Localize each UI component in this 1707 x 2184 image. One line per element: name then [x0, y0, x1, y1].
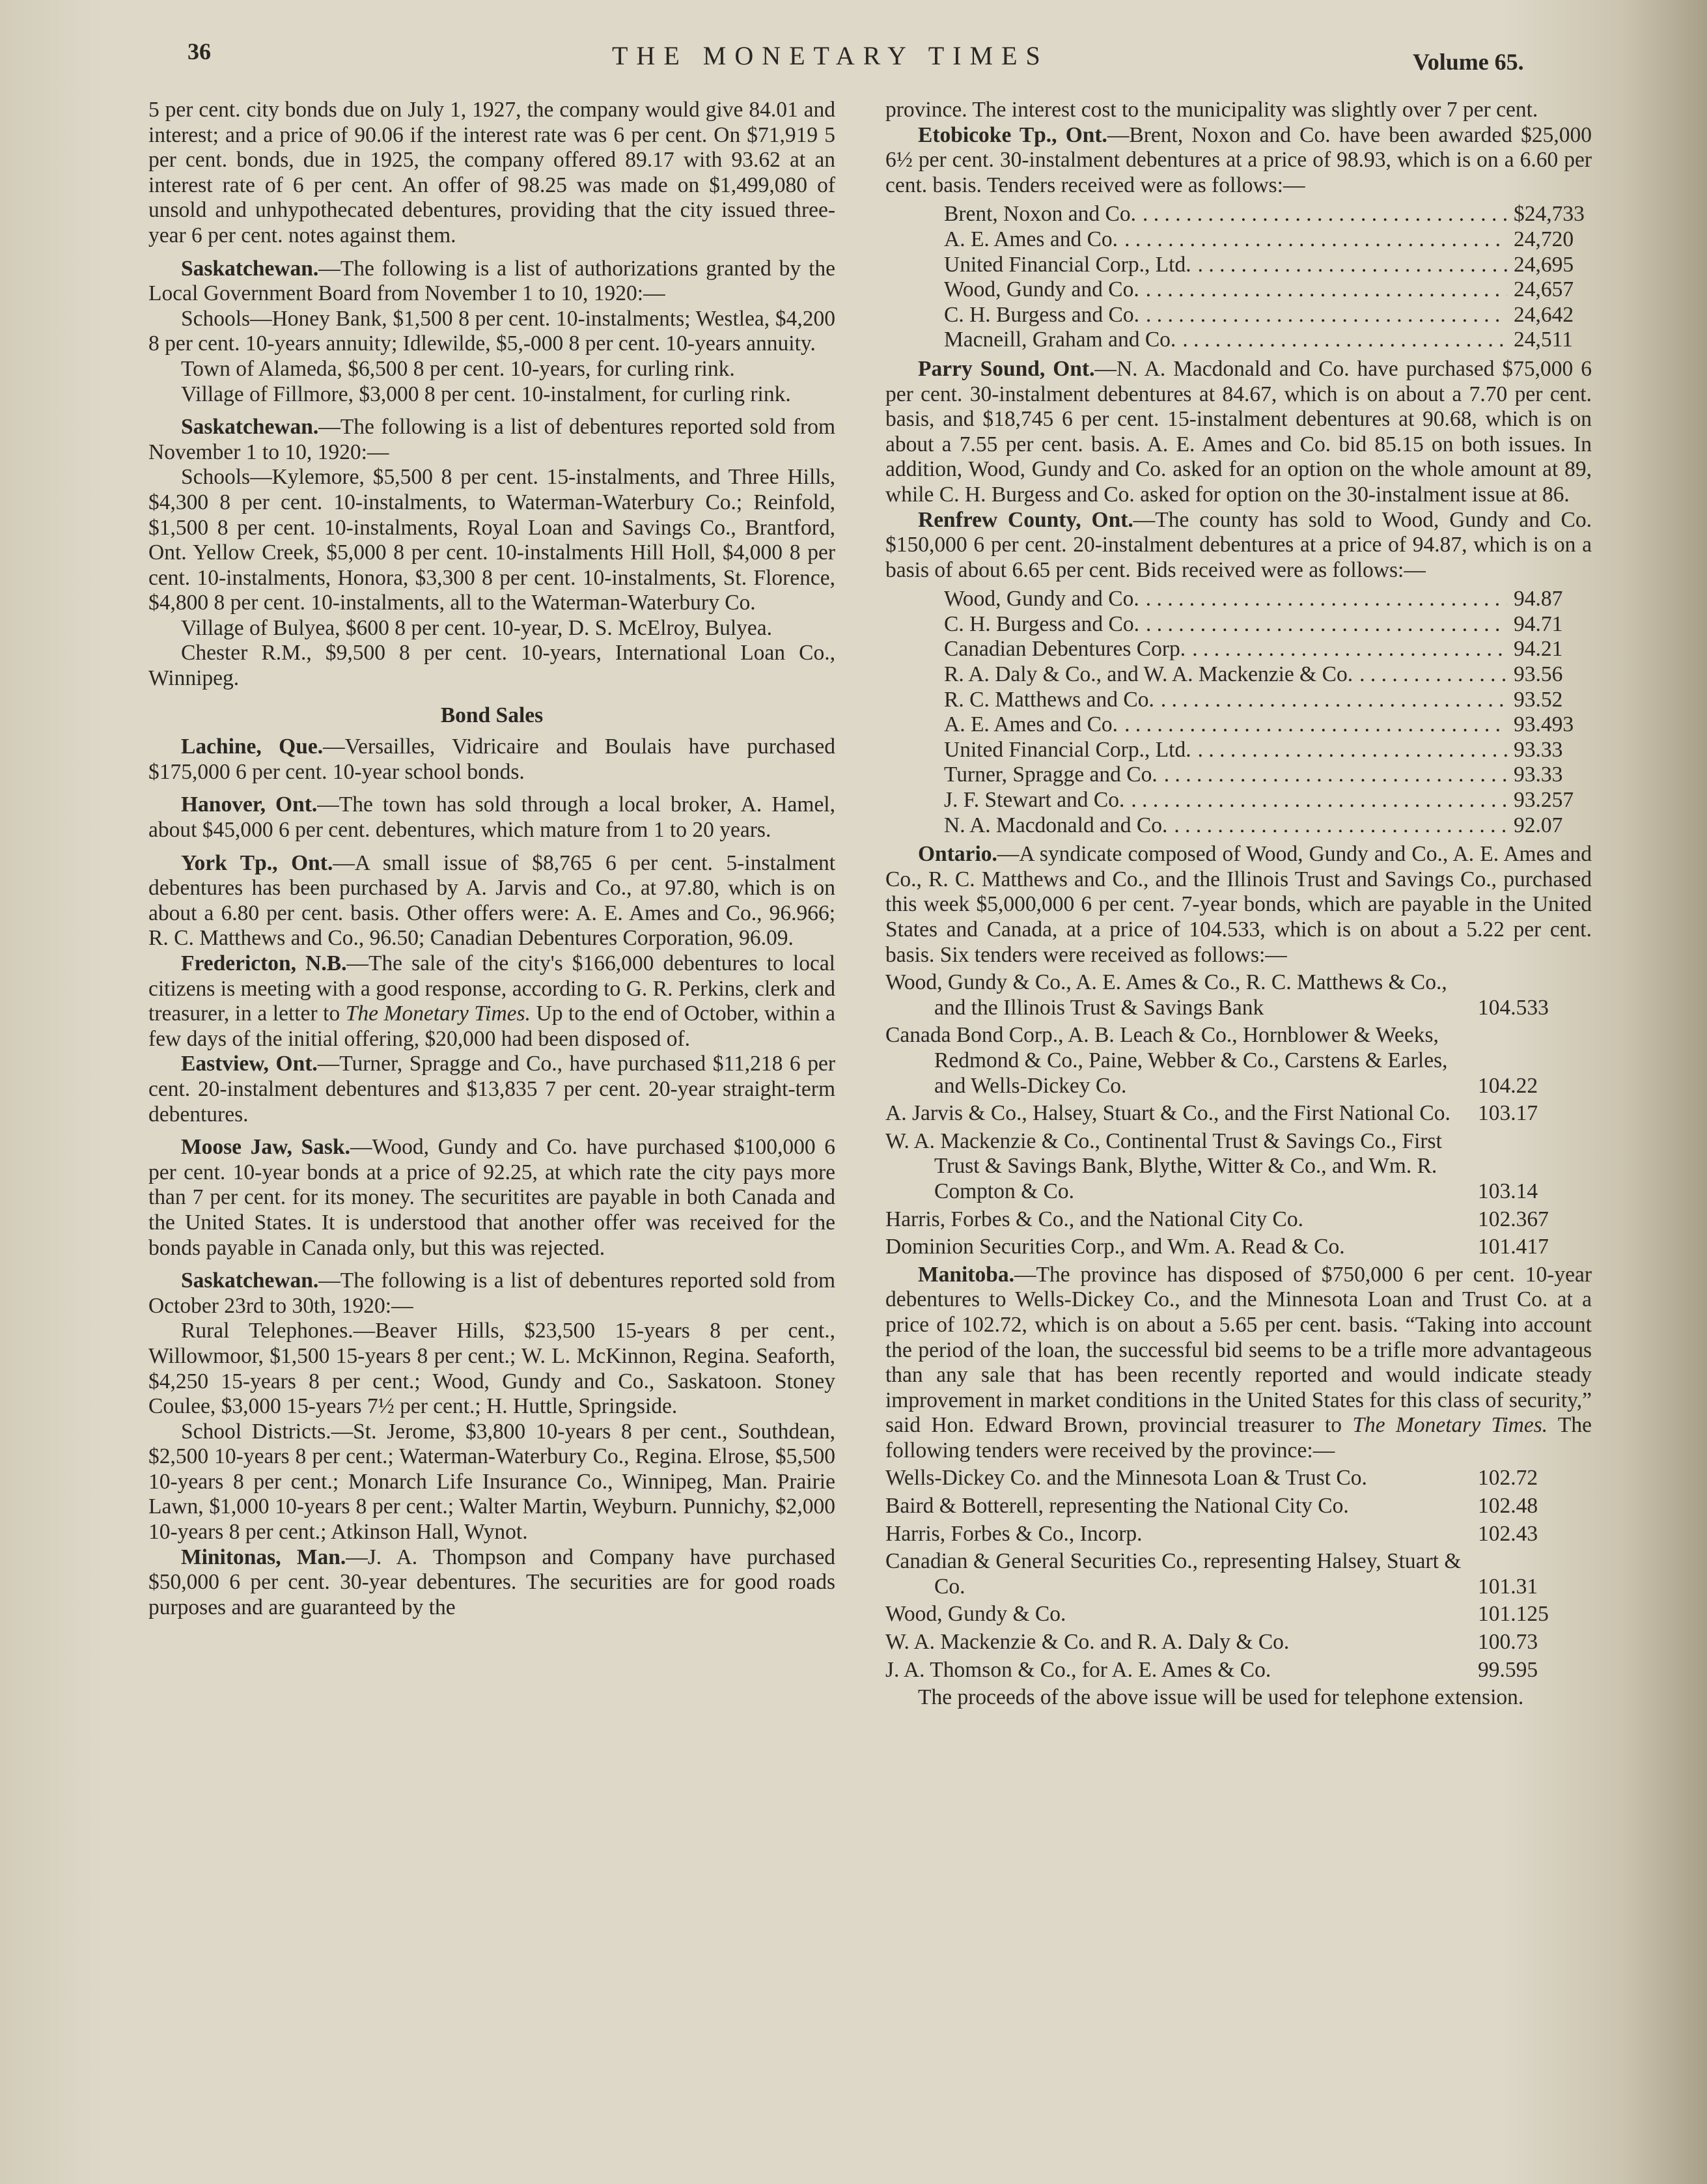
tender-name: Harris, Forbes & Co., and the National City Co.	[885, 1207, 1304, 1231]
tender-value: 102.48	[1478, 1494, 1538, 1519]
item-text: —The following is a list of authorizations granted by the Local Government Board from November 1 to 10, 1920:—	[148, 256, 835, 306]
tender-value: 93.56	[1514, 662, 1563, 687]
tender-name: Wood, Gundy and Co.	[944, 277, 1139, 302]
tender-value: 102.43	[1478, 1521, 1538, 1546]
tender-name: J. F. Stewart and Co.	[944, 788, 1125, 813]
minitonas-item	[148, 1545, 835, 1621]
ontario-tenders-table	[885, 970, 1592, 1260]
tender-value: 93.33	[1514, 737, 1563, 762]
moose-jaw-item	[148, 1135, 835, 1261]
dot-leader	[1164, 763, 1507, 788]
item-text: —Versailles, Vidricaire and Boulais have purchased $175,000 6 per cent. 10-year school bonds.	[148, 735, 835, 784]
dot-leader	[1131, 788, 1507, 813]
item-heading: Fredericton, N.B.	[181, 951, 347, 975]
tender-value: 101.417	[1478, 1235, 1549, 1259]
tender-row	[944, 637, 1585, 662]
item-text: —J. A. Thompson and Company have purchased $50,000 6 per cent. 30-year debentures. The securities are for good roads purposes and are guaranteed by the	[148, 1545, 835, 1619]
right-column	[885, 98, 1592, 1711]
tender-name: Wood, Gundy & Co., A. E. Ames & Co., R. C. Matthews & Co., and the Illinois Trust & Savings Bank	[885, 970, 1447, 1020]
tender-row	[944, 688, 1585, 713]
tender-value: 103.14	[1478, 1179, 1538, 1203]
tender-name: Baird & Botterell, representing the National City Co.	[885, 1494, 1349, 1519]
tender-name: Dominion Securities Corp., and Wm. A. Read & Co.	[885, 1235, 1345, 1259]
item-text: —Brent, Noxon and Co. have been awarded $25,000 6½ per cent. 30-instalment debentures at a price of 98.93, which is on a 6.60 per cent. basis. Tenders received were as follows:—	[885, 122, 1592, 197]
dot-leader	[1198, 253, 1507, 278]
dot-leader	[1359, 662, 1507, 688]
tender-name: A. Jarvis & Co., Halsey, Stuart & Co., and the First National Co.	[885, 1101, 1450, 1126]
item-text: —A syndicate composed of Wood, Gundy and Co., A. E. Ames and Co., R. C. Matthews and Co., and the Illinois Trust and Savings Co., purchased this week $5,000,000 6 per cent. 7-year bonds, which are payable in the United States and Canada, at a price of 104.533, which is on about a 5.22 per cent. basis. Six tenders were received as follows:—	[885, 842, 1592, 967]
tender-row	[944, 202, 1585, 227]
tender-row	[885, 1129, 1592, 1205]
item-text: —The following is a list of debentures reported sold from November 1 to 10, 1920:—	[148, 415, 835, 464]
tender-row	[944, 277, 1585, 303]
item-text: —A small issue of $8,765 6 per cent. 5-instalment debentures has been purchased by A. Jarvis and Co., at 97.80, which is on about a 6.80 per cent. basis. Other offers were: A. E. Ames and Co., 96.966; R. C. Matthews and Co., 96.50; Canadian Debentures Corporation, 96.09.	[148, 850, 835, 951]
lachine-item	[148, 735, 835, 785]
tender-row	[885, 1658, 1592, 1683]
tender-name: United Financial Corp., Ltd.	[944, 252, 1191, 277]
item-heading: Moose Jaw, Sask.	[181, 1135, 350, 1160]
tender-name: Harris, Forbes & Co., Incorp.	[885, 1521, 1143, 1546]
item-heading: Minitonas, Man.	[181, 1545, 346, 1569]
tender-name: Brent, Noxon and Co.	[944, 202, 1136, 227]
item-text: —N. A. Macdonald and Co. have purchased $75,000 6 per cent. 30-instalment debentures at 84.67, which is on about a 7.70 per cent. basis, and $18,745 6 per cent. 15-instalment debentures at 90.68, which is on about a 7.55 per cent. basis. A. E. Ames and Co. bid 85.15 on both issues. In addition, Wood, Gundy and Co. asked for an option on the whole amount at 89, while C. H. Burgess and Co. asked for option on the 30-instalment issue at 86.	[885, 356, 1592, 507]
item-text: Up to the end of October, within a few days of the initial offering, $20,000 had been disposed of.	[148, 1001, 835, 1051]
item-text: —Wood, Gundy and Co. have purchased $100,000 6 per cent. 10-year bonds at a price of 92.25, at which rate the city pays more than 7 per cent. for its money. The securitites are payable in both Canada and the United States. It is understood that another offer was received for the bonds payable in Canada only, but this was rejected.	[148, 1135, 835, 1260]
item-heading: Eastview, Ont.	[181, 1052, 318, 1076]
tender-name: R. A. Daly & Co., and W. A. Mackenzie & Co.	[944, 662, 1353, 687]
dot-leader	[1146, 277, 1507, 303]
ontario-item	[885, 842, 1592, 968]
tender-name: C. H. Burgess and Co.	[944, 611, 1139, 636]
list-item: Town of Alameda, $6,500 8 per cent. 10-years, for curling rink.	[181, 356, 735, 381]
publication-title: The Monetary Times.	[345, 1001, 531, 1026]
dot-leader	[1124, 227, 1507, 253]
tender-row	[885, 1602, 1592, 1627]
saskatchewan-october-item	[148, 1268, 835, 1319]
tender-value: 94.87	[1514, 587, 1563, 611]
tender-row	[944, 763, 1585, 788]
page-header	[0, 29, 1707, 81]
tender-name: J. A. Thomson & Co., for A. E. Ames & Co.	[885, 1657, 1271, 1682]
tender-name: Canadian & General Securities Co., representing Halsey, Stuart & Co.	[885, 1549, 1462, 1599]
dot-leader	[1146, 303, 1507, 328]
renfrew-item	[885, 508, 1592, 583]
tender-name: A. E. Ames and Co.	[944, 712, 1118, 737]
tender-value: 101.31	[1478, 1574, 1538, 1599]
tender-value: 24,657	[1514, 277, 1574, 302]
tender-name: W. A. Mackenzie & Co. and R. A. Daly & Co.	[885, 1630, 1290, 1655]
tender-row	[885, 1522, 1592, 1547]
hanover-item	[148, 792, 835, 843]
dot-leader	[1161, 688, 1507, 713]
item-text: —The province has disposed of $750,000 6 per cent. 10-year debentures to Wells-Dickey Co., and the Minnesota Loan and Trust Co. at a price of 102.72, which is on about a 5.65 per cent. basis. “Taking into account the period of the loan, the successful bid seems to be a trifle more advantageous than any sale that has been recently reported and would indicate steady improvement in market conditions in the United States for this class of security,” said Hon. Edward Brown, provincial treasurer to	[885, 1262, 1592, 1438]
list-item: Village of Bulyea, $600 8 per cent. 10-year, D. S. McElroy, Bulyea.	[181, 615, 773, 640]
tender-row	[885, 1235, 1592, 1260]
list-item: Chester R.M., $9,500 8 per cent. 10-years, International Loan Co., Winnipeg.	[148, 641, 835, 691]
etobicoke-tenders-table	[944, 202, 1585, 353]
dot-leader	[1146, 587, 1507, 612]
tender-name: Wood, Gundy & Co.	[885, 1602, 1066, 1627]
dot-leader	[1146, 612, 1507, 637]
list-item: Schools—Honey Bank, $1,500 8 per cent. 10-instalments; Westlea, $4,200 8 per cent. 10-years annuity; Idlewilde, $5,-000 8 per cent. 10-years annuity.	[148, 306, 835, 356]
tender-name: Wells-Dickey Co. and the Minnesota Loan & Trust Co.	[885, 1466, 1367, 1491]
tender-value: 103.17	[1478, 1101, 1538, 1126]
tender-value: 104.22	[1478, 1073, 1538, 1098]
tender-value: 24,720	[1514, 227, 1574, 251]
dot-leader	[1143, 202, 1507, 227]
running-title: THE MONETARY TIMES	[612, 41, 1049, 70]
tender-value: 93.257	[1514, 788, 1574, 813]
tender-value: 99.595	[1478, 1657, 1538, 1682]
list-item: Rural Telephones.—Beaver Hills, $23,500 15-years 8 per cent., Willowmoor, $1,500 15-years 8 per cent.; W. L. McKinnon, Regina. Seaforth, $4,250 15-years 8 per cent.; Wood, Gundy and Co., Saskatoon. Stoney Coulee, $3,000 15-years 7½ per cent.; H. Huttle, Springside.	[148, 1319, 835, 1419]
page-number: 36	[187, 38, 211, 64]
item-heading: Renfrew County, Ont.	[918, 507, 1133, 532]
dot-leader	[1174, 813, 1507, 839]
item-heading: Manitoba.	[918, 1262, 1014, 1287]
tender-value: $24,733	[1514, 202, 1585, 227]
tender-name: Macneill, Graham and Co.	[944, 328, 1176, 352]
item-text: —The following is a list of debentures reported sold from October 23rd to 30th, 1920:—	[148, 1268, 835, 1318]
item-text: —The town has sold through a local broker, A. Hamel, about $45,000 6 per cent. debentures, which mature from 1 to 20 years.	[148, 792, 835, 843]
tender-row	[944, 587, 1585, 612]
manitoba-tenders-table	[885, 1466, 1592, 1683]
tender-row	[944, 253, 1585, 278]
tender-value: 102.367	[1478, 1207, 1549, 1231]
tender-name: Canada Bond Corp., A. B. Leach & Co., Hornblower & Weeks, Redmond & Co., Paine, Webber & Co., Carstens & Earles, and Wells-Dickey Co.	[885, 1023, 1448, 1098]
tender-row	[885, 1494, 1592, 1519]
eastview-item	[148, 1052, 835, 1127]
york-item	[148, 851, 835, 951]
tender-name: United Financial Corp., Ltd.	[944, 737, 1191, 762]
item-text: The following tenders were received by the province:—	[885, 1413, 1592, 1463]
section-heading: Bond Sales	[440, 703, 544, 727]
tender-row	[885, 1023, 1592, 1099]
tender-row	[944, 328, 1585, 353]
dot-leader	[1198, 738, 1507, 763]
closing-paragraph: The proceeds of the above issue will be used for telephone extension.	[918, 1685, 1524, 1710]
list-item: Schools—Kylemore, $5,500 8 per cent. 15-instalments, and Three Hills, $4,300 8 per cent. 10-instalments, to Waterman-Waterbury Co.; Reinfold, $1,500 8 per cent. 10-instalments, Royal Loan and Savings Co., Brantford, Ont. Yellow Creek, $5,000 8 per cent. 10-instalments Hill Holl, $4,000 8 per cent. 10-instalments, Honora, $3,300 8 per cent. 10-instalments, St. Florence, $4,800 8 per cent. 10-instalments, all to the Waterman-Waterbury Co.	[148, 465, 835, 615]
item-text: —Turner, Spragge and Co., have purchased $11,218 6 per cent. 20-instalment debentures and $13,835 7 per cent. 20-year straight-term debentures.	[148, 1052, 835, 1127]
continued-paragraph: province. The interest cost to the municipality was slightly over 7 per cent.	[885, 98, 1538, 122]
tender-value: 93.52	[1514, 687, 1563, 712]
tender-name: Turner, Spragge and Co.	[944, 763, 1158, 787]
tender-row	[885, 1101, 1592, 1127]
tender-row	[944, 788, 1585, 813]
tender-row	[944, 813, 1585, 839]
continued-paragraph: 5 per cent. city bonds due on July 1, 1927, the company would give 84.01 and interest; and a price of 90.06 if the interest rate was 6 per cent. On $71,919 5 per cent. bonds, due in 1925, the company offered 89.17 with 93.62 at an interest rate of 6 per cent. An offer of 98.25 was made on $1,499,080 of unsold and unhypothecated debentures, providing that the city issued three-year 6 per cent. notes against them.	[148, 98, 835, 247]
item-heading: Etobicoke Tp., Ont.	[918, 122, 1107, 147]
tender-name: N. A. Macdonald and Co.	[944, 813, 1168, 837]
tender-value: 24,695	[1514, 252, 1574, 277]
publication-title: The Monetary Times.	[1352, 1413, 1548, 1438]
tender-row	[944, 612, 1585, 637]
item-heading: Ontario.	[918, 842, 997, 867]
tender-name: A. E. Ames and Co.	[944, 227, 1118, 251]
tender-value: 102.72	[1478, 1466, 1538, 1491]
tender-row	[944, 303, 1585, 328]
tender-row	[885, 1630, 1592, 1655]
tender-name: C. H. Burgess and Co.	[944, 302, 1139, 327]
tender-row	[885, 1549, 1592, 1599]
tender-value: 100.73	[1478, 1630, 1538, 1655]
item-heading: Saskatchewan.	[181, 256, 319, 281]
tender-row	[885, 1466, 1592, 1491]
etobicoke-item	[885, 123, 1592, 199]
tender-value: 101.125	[1478, 1602, 1549, 1627]
tender-value: 104.533	[1478, 995, 1549, 1020]
item-heading: Saskatchewan.	[181, 1268, 319, 1293]
fredericton-item	[148, 951, 835, 1052]
item-heading: Lachine, Que.	[181, 735, 324, 759]
parry-sound-item	[885, 357, 1592, 508]
tender-value: 24,642	[1514, 302, 1574, 327]
tender-row	[885, 970, 1592, 1020]
left-column	[148, 98, 835, 1620]
tender-row	[944, 712, 1585, 738]
tender-value: 94.21	[1514, 637, 1563, 662]
saskatchewan-debentures-sold	[148, 415, 835, 465]
tender-value: 94.71	[1514, 611, 1563, 636]
tender-name: Canadian Debentures Corp.	[944, 637, 1186, 662]
item-text: —The sale of the city's $166,000 debentures to local citizens is meeting with a good response, according to G. R. Perkins, clerk and treasurer, in a letter to	[148, 951, 835, 1026]
tender-row	[944, 738, 1585, 763]
tender-name: R. C. Matthews and Co.	[944, 687, 1154, 712]
dot-leader	[1192, 637, 1507, 662]
tender-value: 24,511	[1514, 328, 1573, 352]
item-heading: Saskatchewan.	[181, 415, 319, 440]
tender-value: 92.07	[1514, 813, 1563, 837]
list-item: School Districts.—St. Jerome, $3,800 10-years 8 per cent., Southdean, $2,500 10-years 8 per cent.; Waterman-Waterbury Co., Regina. Elrose, $5,500 10-years 8 per cent.; Monarch Life Insurance Co., Winnipeg, Man. Prairie Lawn, $1,000 10-years 8 per cent.; Walter Martin, Weyburn. Punnichy, $2,000 10-years 8 per cent.; Atkinson Hall, Wynot.	[148, 1419, 835, 1545]
tender-name: W. A. Mackenzie & Co., Continental Trust & Savings Co., First Trust & Savings Bank, Blythe, Witter & Co., and Wm. R. Compton & Co.	[885, 1128, 1442, 1203]
dot-leader	[1182, 328, 1507, 353]
tender-name: Wood, Gundy and Co.	[944, 587, 1139, 611]
tender-row	[885, 1207, 1592, 1233]
item-text: —The county has sold to Wood, Gundy and Co. $150,000 6 per cent. 20-instalment debentures at a price of 94.87, which is on a basis of about 6.65 per cent. Bids received were as follows:—	[885, 507, 1592, 582]
dot-leader	[1124, 712, 1507, 738]
manitoba-item	[885, 1263, 1592, 1464]
renfrew-bids-table	[944, 587, 1585, 838]
volume-label: Volume 65.	[1413, 49, 1524, 75]
item-heading: Hanover, Ont.	[181, 792, 318, 817]
item-heading: York Tp., Ont.	[181, 850, 333, 875]
tender-value: 93.493	[1514, 712, 1574, 737]
tender-row	[944, 227, 1585, 253]
item-heading: Parry Sound, Ont.	[918, 356, 1095, 381]
list-item: Village of Fillmore, $3,000 8 per cent. 10-instalment, for curling rink.	[181, 382, 791, 406]
tender-row	[944, 662, 1585, 688]
saskatchewan-authorizations	[148, 257, 835, 307]
tender-value: 93.33	[1514, 763, 1563, 787]
